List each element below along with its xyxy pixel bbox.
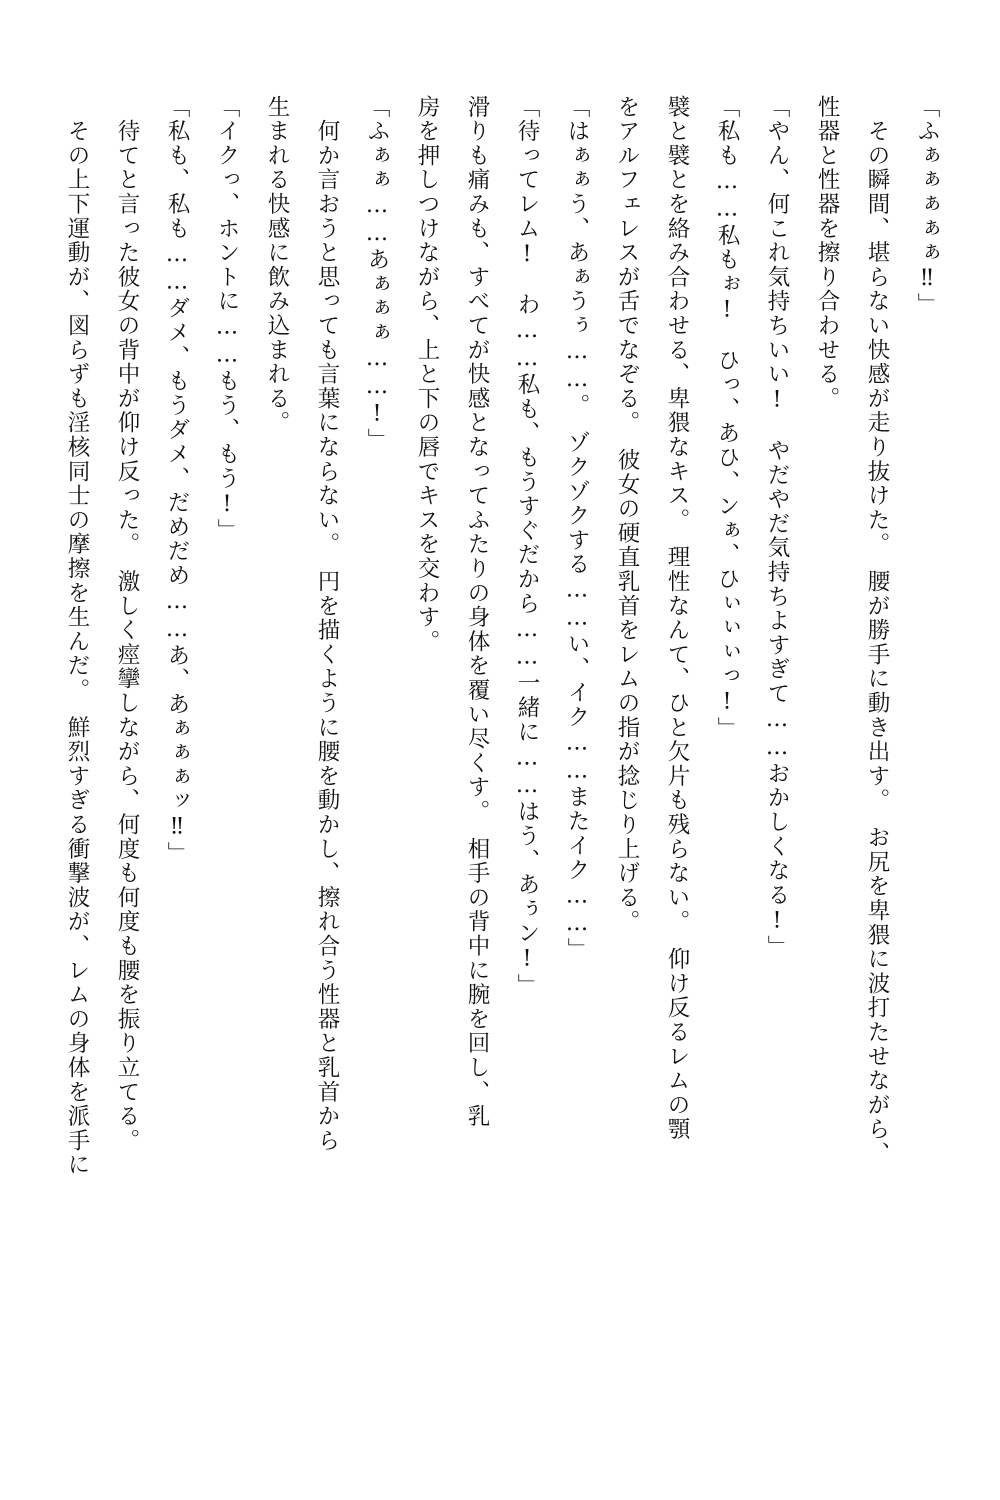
text-line: 房を押しつけながら、上と下の唇でキスを交わす。: [414, 95, 440, 654]
text-line: 「私も、私も……ダメ、もうダメ、だめだめ……あ、あぁぁぁッ‼」: [164, 95, 190, 866]
text-line: 「はぁぁう、あぁうぅ……。 ゾクゾクする……い、イク……またイク……」: [564, 95, 590, 963]
text-line: その瞬間、堪らない快感が走り抜けた。 腰が勝手に動き出す。 お尻を卑猥に波打たせながら、: [864, 95, 890, 1166]
text-line: 「やん、何これ気持ちいい! やだやだ気持ちよすぎて……おかしくなる!」: [764, 95, 790, 960]
text-line: 性器と性器を擦り合わせる。: [814, 95, 840, 411]
text-line: 「ふぁぁぁぁぁ‼」: [914, 95, 940, 318]
text-line: をアルフェレスが舌でなぞる。 彼女の硬直乳首をレムの指が捻じり上げる。: [614, 95, 640, 935]
text-line: 何か言おうと思っても言葉にならない。 円を描くように腰を動かし、擦れ合う性器と乳首から: [314, 95, 340, 1153]
text-line: 「私も……私もぉ! ひっ、あひ、ンぁ、ひぃぃぃっ!」: [714, 95, 740, 741]
text-line: その上下運動が、図らずも淫核同士の摩擦を生んだ。 鮮烈すぎる衝撃波が、レムの身体を派手に: [64, 95, 90, 1178]
text-line: 「イクっ、ホントに……もう、もう!」: [214, 95, 240, 543]
text-line: 待てと言った彼女の背中が仰け反った。 激しく痙攣しながら、何度も何度も腰を振り立てる。: [114, 95, 140, 1153]
text-line: 襞と襞とを絡み合わせる、卑猥なキス。 理性なんて、ひと欠片も残らない。 仰け反るレムの顎: [664, 95, 690, 1142]
text-line: 滑りも痛みも、すべてが快感となってふたりの身体を覆い尽くす。 相手の背中に腕を回し、乳: [464, 95, 490, 1129]
text-line: 「ふぁぁ……あぁぁぁ……!」: [364, 95, 390, 453]
text-line: 生まれる快感に飲み込まれる。: [264, 95, 290, 436]
vertical-text-body: [62, 95, 938, 1405]
text-line: 「待ってレム! わ……私も、もうすぐだから……一緒に……はう、あぅン!」: [514, 95, 540, 998]
